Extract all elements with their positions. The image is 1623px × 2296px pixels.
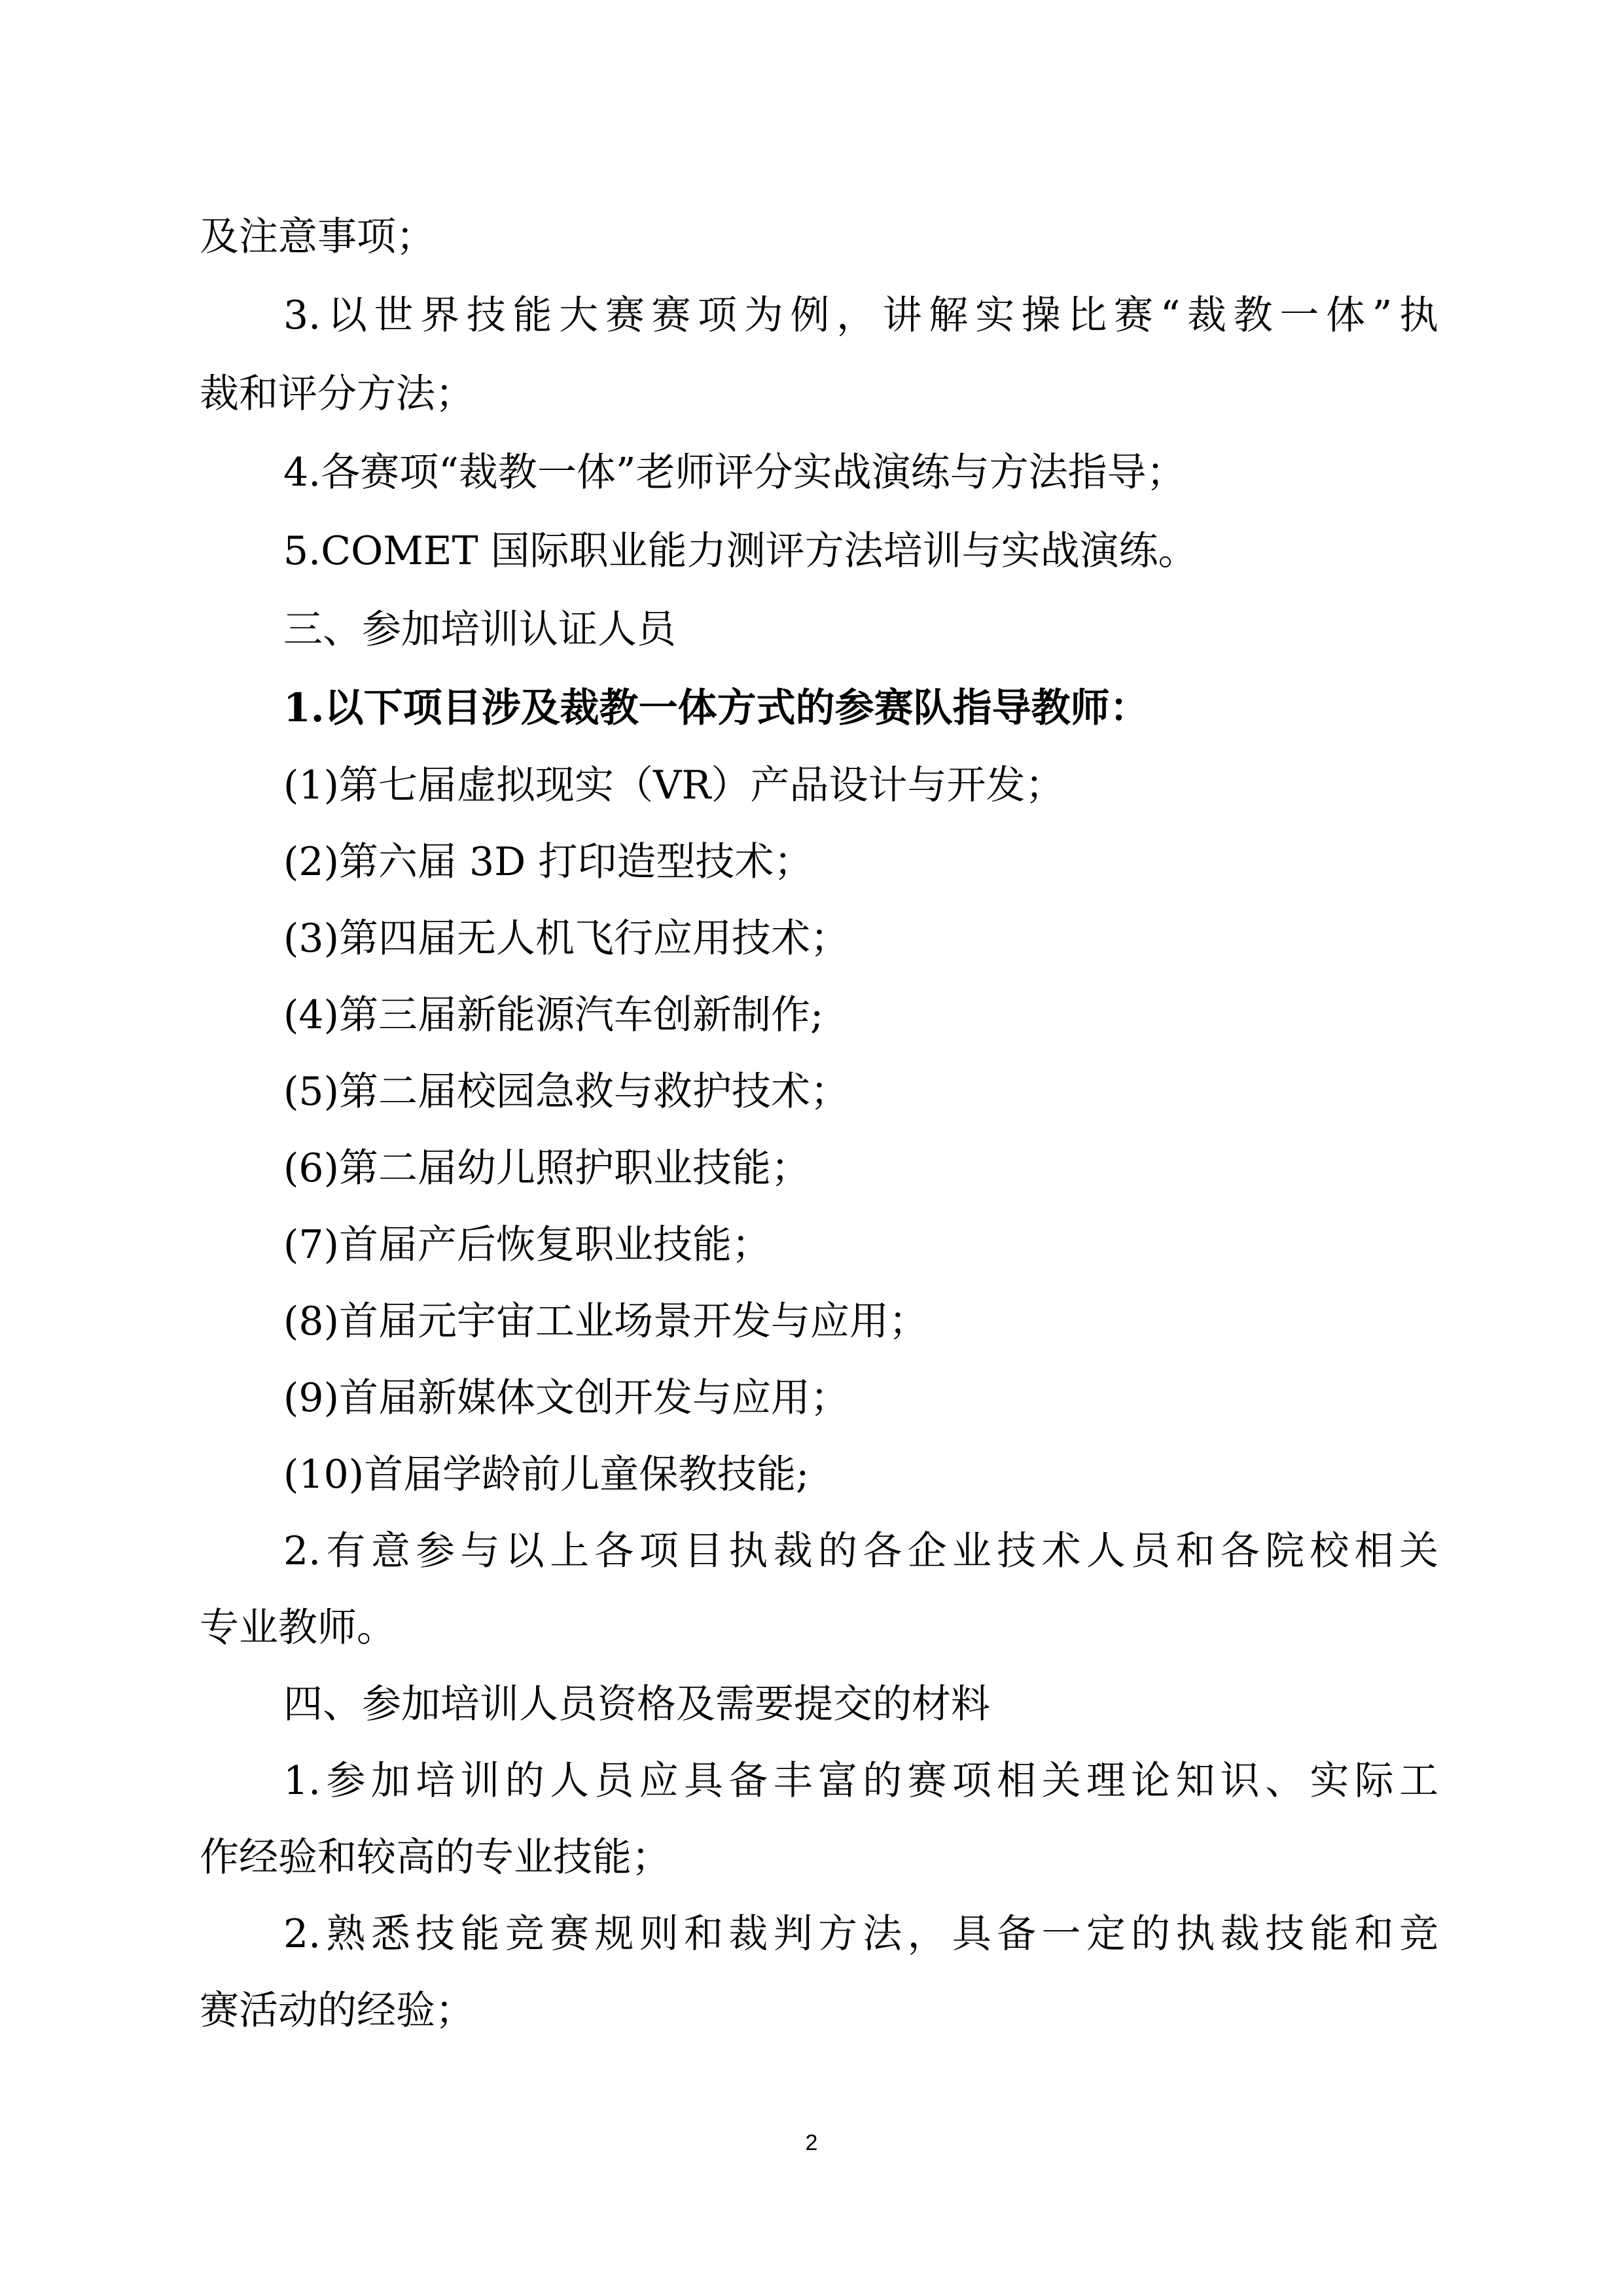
text-line: 3.以世界技能大赛赛项为例，讲解实操比赛“裁教一体”执 bbox=[283, 293, 1438, 338]
list-item: (6)第二届幼儿照护职业技能； bbox=[283, 1145, 810, 1191]
list-item: (1)第七届虚拟现实（VR）产品设计与开发； bbox=[283, 762, 1065, 808]
section-heading: 三、参加培训认证人员 bbox=[283, 607, 676, 653]
text-line: 专业教师。 bbox=[200, 1605, 396, 1651]
list-item: (10)首届学龄前儿童保教技能; bbox=[283, 1452, 810, 1498]
section-subheading: 1.以下项目涉及裁教一体方式的参赛队指导教师： bbox=[283, 685, 1149, 731]
text-line: 及注意事项； bbox=[200, 214, 435, 260]
text-line: 裁和评分方法； bbox=[200, 371, 474, 417]
list-item: (2)第六届 3D 打印造型技术； bbox=[283, 839, 813, 885]
text-line: 2.有意参与以上各项目执裁的各企业技术人员和各院校相关 bbox=[283, 1528, 1438, 1574]
list-item: (8)首届元宇宙工业场景开发与应用； bbox=[283, 1299, 928, 1344]
list-item: (7)首届产后恢复职业技能； bbox=[283, 1222, 771, 1268]
text-line: 1.参加培训的人员应具备丰富的赛项相关理论知识、实际工 bbox=[283, 1758, 1438, 1804]
text-line: 4.各赛项“裁教一体”老师评分实战演练与方法指导； bbox=[283, 450, 1186, 495]
text-line: 5.COMET 国际职业能力测评方法培训与实战演练。 bbox=[283, 528, 1198, 574]
text-line: 2.熟悉技能竞赛规则和裁判方法，具备一定的执裁技能和竞 bbox=[283, 1911, 1438, 1957]
list-item: (5)第二届校园急救与救护技术； bbox=[283, 1069, 849, 1115]
text-line: 作经验和较高的专业技能； bbox=[200, 1835, 671, 1880]
text-line: 赛活动的经验； bbox=[200, 1988, 474, 2034]
section-heading: 四、参加培训人员资格及需要提交的材料 bbox=[283, 1681, 990, 1727]
list-item: (4)第三届新能源汽车创新制作; bbox=[283, 992, 824, 1038]
list-item: (9)首届新媒体文创开发与应用； bbox=[283, 1375, 849, 1421]
list-item: (3)第四届无人机飞行应用技术； bbox=[283, 916, 849, 961]
page-number: 2 bbox=[805, 2130, 818, 2155]
